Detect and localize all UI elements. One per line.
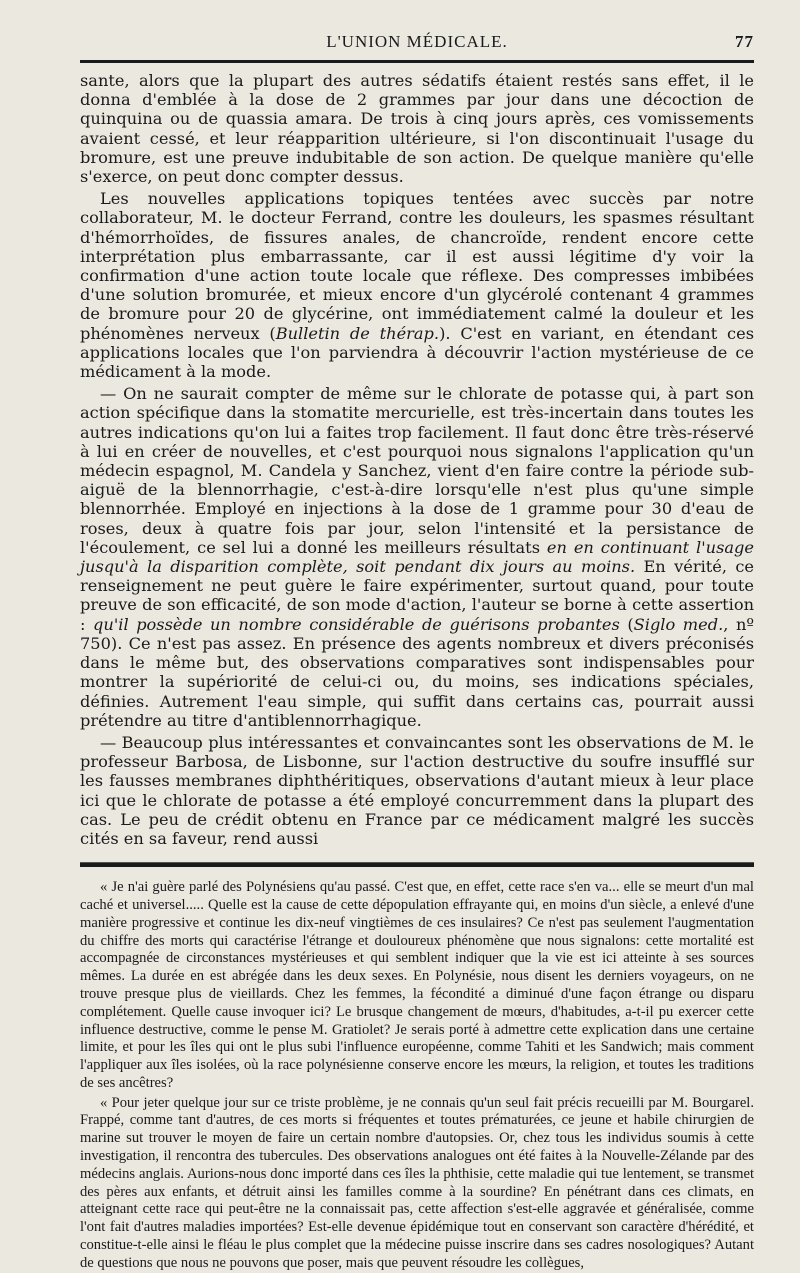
note-paragraph-2: « Pour jeter quelque jour sur ce triste problème, je ne connais qu'un seul fait précis recueilli par M. Bourgarel. Frappé, comme tant d'autres, de ces morts si fréquentes et toutes prématurées, ce jeune et habile chirurgien de marine sut trouver le moyen de faire un certain nombre d'autopsies. Or, chez tous les individus soumis à cette investigation, il rencontra des tubercules. Des observations analogues ont été faites à la Nouvelle-Zélande par des médecins anglais. Aurions-nous donc importé dans ces îles la phthisie, cette maladie qui tue lentement, se transmet des pères aux enfants, et détruit ainsi les familles comme à la sourdine? En pénétrant dans ces climats, en atteignant cette race qui peut-être ne la connaissait pas, cette affection s'est-elle aggravée et généralisée, comme l'ont fait d'autres maladies importées? Est-elle devenue épidémique tout en conservant son caractère d'hérédité, et constitue-t-elle ainsi le fléau le plus complet que la médecine puisse inscrire dans ses cadres nosologiques? Autant de questions que nous ne pouvons que poser, mais que peuvent résoudre les collègues,	[80, 1094, 754, 1271]
running-header	[80, 28, 754, 58]
paragraph-1: sante, alors que la plupart des autres sédatifs étaient restés sans effet, il le donna d'emblée à la dose de 2 grammes par jour dans une décoction de quinquina ou de quassia amara. De trois à cinq jours après, ces vomissements avaient cessé, et leur réapparition ultérieure, si l'on discontinuait l'usage du bromure, est une preuve indubitable de son action. De quelque manière qu'elle s'exerce, on peut donc compter dessus.	[80, 71, 754, 187]
feuilleton-text	[80, 879, 754, 1273]
italic-quote-1: en en continuant l'usage jusqu'à la disparition complète, soit pendant dix jours au moins.	[80, 537, 754, 577]
journal-title: L'UNION MÉDICALE.	[326, 32, 508, 51]
paragraph-2: Les nouvelles applications topiques tentées avec succès par notre collaborateur, M. le docteur Ferrand, contre les douleurs, les spasmes résultant d'hémorrhoïdes, de fissures anales, de chancroïde, rendent encore cette interprétation plus embarrassante, car il est aussi légitime d'y voir la confirmation d'une action toute locale que réflexe. Des compresses imbibées d'une solution bromurée, et mieux encore d'un glycérolé contenant 4 grammes de bromure pour 20 de glycérine, ont immédiatement calmé la douleur et les phénomènes nerveux (Bulletin de thérap.). C'est en variant, en étendant ces applications locales que l'on parviendra à découvrir l'action mystérieuse de ce médicament à la mode.	[80, 189, 754, 382]
header-rule	[80, 60, 754, 63]
section-rule	[80, 862, 754, 867]
citation-siglo: Siglo med.	[633, 614, 724, 634]
paragraph-3: — On ne saurait compter de même sur le chlorate de potasse qui, à part son action spécifique dans la stomatite mercurielle, est très-incertain dans toutes les autres indications qu'on lui a faites trop facilement. Il faut donc être très-réservé à lui en créer de nouvelles, et c'est pourquoi nous signalons l'application qu'un médecin espagnol, M. Candela y Sanchez, vient d'en faire contre la période sub-aiguë de la blennorrhagie, c'est-à-dire lorsqu'elle n'est plus qu'une simple blennorrhée. Employé en injections à la dose de 1 gramme pour 30 d'eau de roses, deux à quatre fois par jour, selon l'intensité et la persistance de l'écoulement, ce sel lui a donné les meilleurs résultats en en continuant l'usage jusqu'à la disparition complète, soit pendant dix jours au moins. En vérité, ce renseignement ne peut guère le faire expérimenter, surtout quand, pour toute preuve de son efficacité, de son mode d'action, l'auteur se borne à cette assertion : qu'il possède un nombre considérable de guérisons probantes (Siglo med., nº 750). Ce n'est pas assez. En présence des agents nombreux et divers préconisés dans le même but, des observations comparatives sont indispensables pour montrer la supériorité de celui-ci ou, du moins, ses indications spéciales, définies. Autrement l'eau simple, qui suffit dans certains cas, pourrait aussi prétendre au titre d'antiblennorrhagique.	[80, 384, 754, 730]
italic-quote-2: qu'il possède un nombre considérable de guérisons probantes	[93, 614, 620, 634]
citation-bulletin: Bulletin de thérap.	[275, 323, 440, 343]
paragraph-4: — Beaucoup plus intéressantes et convaincantes sont les observations de M. le professeur Barbosa, de Lisbonne, sur l'action destructive du soufre insufflé sur les fausses membranes diphthéritiques, observations d'autant mieux à leur place ici que le chlorate de potasse a été employé concurremment dans la plupart des cas. Le peu de crédit obtenu en France par ce médicament malgré les succès cités en sa faveur, rend aussi	[80, 732, 754, 848]
note-paragraph-1: « Je n'ai guère parlé des Polynésiens qu'au passé. C'est que, en effet, cette race s'en va... elle se meurt d'un mal caché et universel..... Quelle est la cause de cette dépopulation effrayante qui, en moins d'un siècle, a enlevé d'une manière progressive et continue les dix-neuf vingtièmes de ces insulaires? Ce n'est pas seulement l'augmentation du chiffre des morts qui caractérise l'étrange et douloureux phénomène que nous signalons: cette mortalité est accompagnée de circonstances mystérieuses et qui semblent indiquer que la vie est ici atteinte à ses sources mêmes. La durée en est abrégée dans les deux sexes. En Polynésie, nous disent les derniers voyageurs, on ne trouve presque plus de vieillards. Chez les femmes, la fécondité a diminué d'une façon étrange ou disparu complétement. Quelle cause invoquer ici? Le brusque changement de mœurs, d'habitudes, a-t-il pu exercer cette influence destructive, comme le pense M. Gratiolet? Je serais porté à admettre cette explication dans une certaine limite, et pour les îles qui ont le plus subi l'influence européenne, comme Tahiti et les Sandwich; mais comment l'appliquer aux îles isolées, où la race polynésienne conserve encore les mœurs, la religion, et toutes les traditions de ses ancêtres?	[80, 879, 754, 1091]
main-text	[80, 71, 754, 848]
page-number: 77	[735, 32, 754, 51]
